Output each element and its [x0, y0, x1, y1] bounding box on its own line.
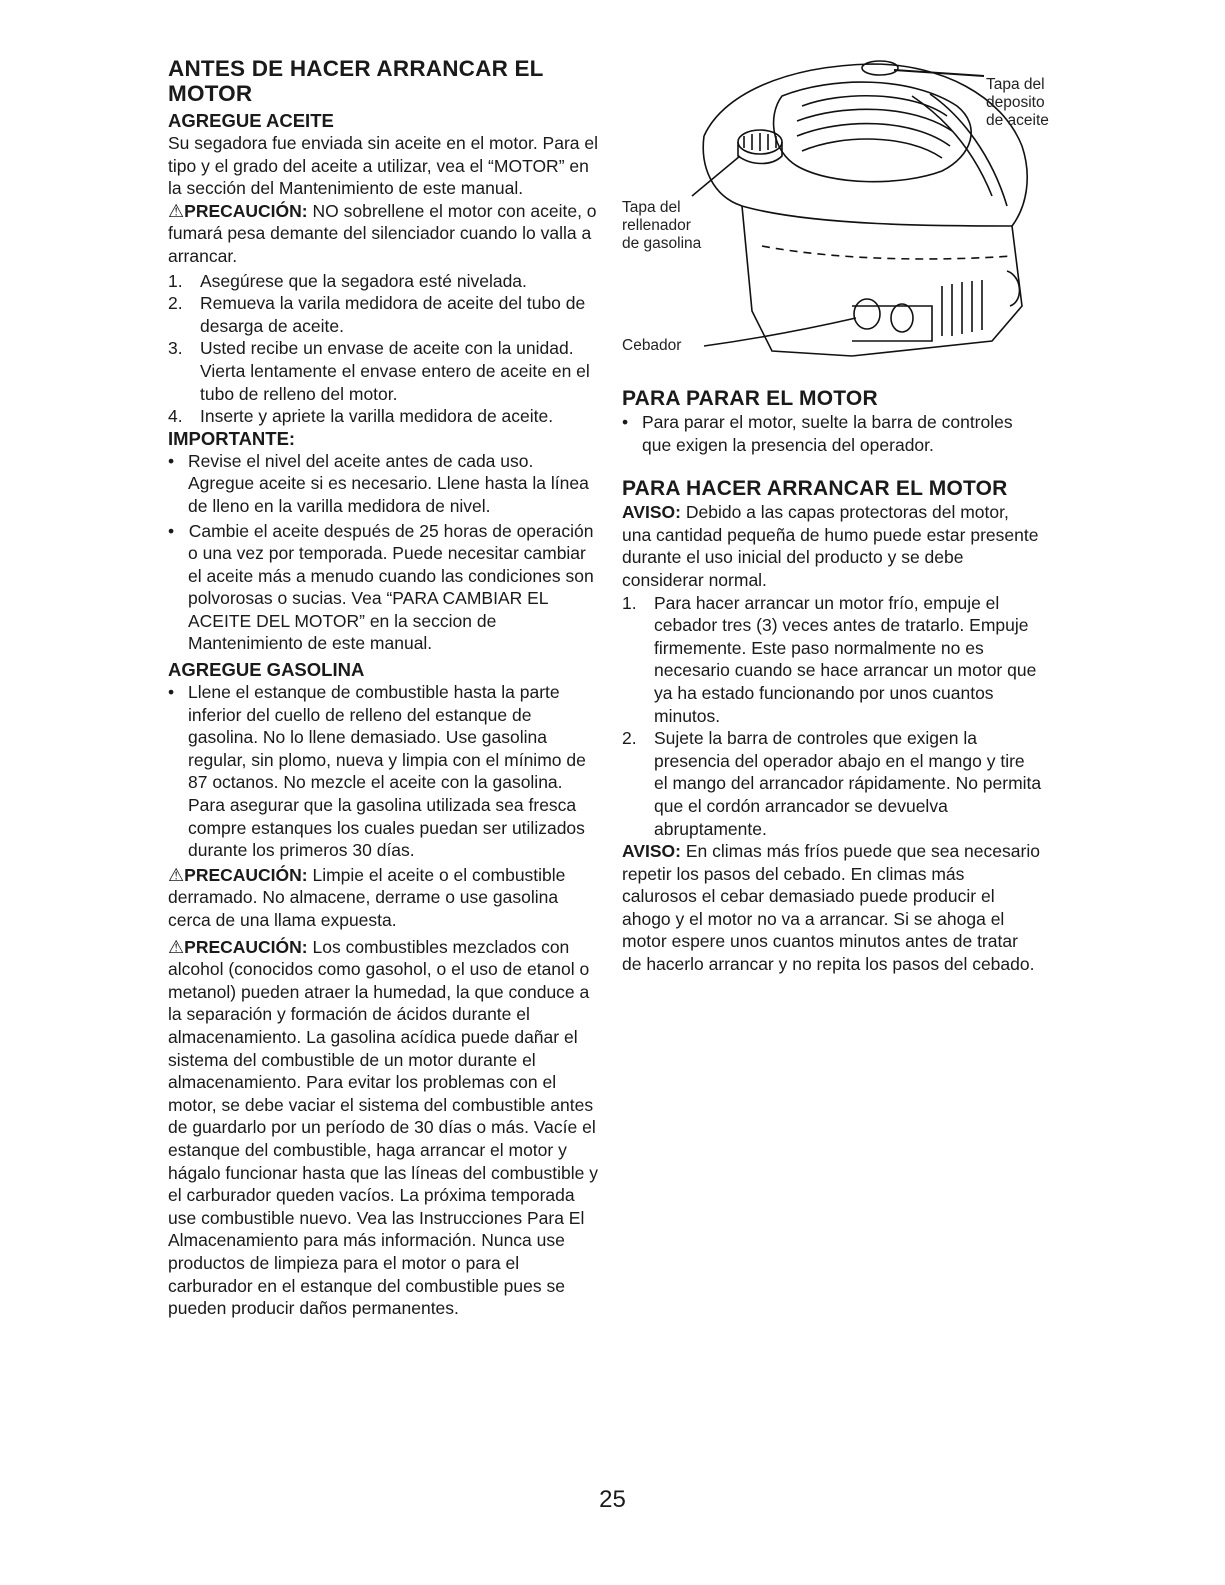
oil-intro: Su segadora fue enviada sin aceite en el motor. Para el tipo y el grado del aceite a utilizar, vea el “MOTOR” en la sección del Mantenimiento de este manual.	[168, 133, 598, 199]
left-column	[168, 56, 600, 1320]
bullet-icon: •	[168, 450, 175, 471]
page-number: 25	[599, 1486, 626, 1513]
start-steps	[622, 592, 1042, 841]
bullet-icon: •	[168, 682, 175, 703]
important-heading: IMPORTANTE:	[168, 427, 296, 449]
oil-heading: AGREGUE ACEITE	[168, 110, 334, 131]
warning-icon: ⚠	[168, 200, 185, 221]
notice-priming: AVISO: En climas más fríos puede que sea necesario repetir los pasos del cebado. En climas más calurosos el cebar demasiado puede producir el ahogo y el motor no va a arrancar. Si se ahoga el motor espere unos cuantos minutos antes de tratar de hacerlo arrancar y no repita los pasos del cebado.	[622, 841, 1040, 975]
list-item: • Para parar el motor, suelte la barra de controles que exigen la presencia del operador.	[622, 412, 1013, 455]
section-title: ANTES DE HACER ARRANCAR EL MOTOR	[168, 56, 544, 106]
warning-icon: ⚠	[168, 864, 185, 885]
right-column	[622, 386, 1042, 976]
stop-list	[622, 411, 1042, 456]
list-item: 4. Inserte y apriete la varilla medidora de aceite.	[168, 406, 554, 427]
list-item: • Llene el estanque de combustible hasta la parte inferior del cuello de relleno del estanque de gasolina. No lo llene demasiado. Use gasolina regular, sin plomo, nueva y limpia con el mínimo de 87 octanos. No mezcle el aceite con la gasolina. Para asegurar que la gasolina utilizada sea fresca compre estanques los cuales puedan ser utilizados durante los primeros 30 días.	[168, 682, 586, 861]
list-item: 3. Usted recibe un envase de aceite con la unidad. Vierta lentamente el envase entero de aceite en el tubo de relleno del motor.	[168, 338, 590, 404]
fuel-cap-label: Tapa del rellenador de gasolina	[622, 199, 702, 252]
gas-list	[168, 681, 600, 862]
primer-label: Cebador	[622, 337, 682, 354]
list-item: 1. Asegúrese que la segadora esté nivelada.	[168, 270, 527, 291]
gas-heading: AGREGUE GASOLINA	[168, 659, 365, 681]
list-item: 1. Para hacer arrancar un motor frío, empuje el cebador tres (3) veces antes de tratarlo. Empuje firmemente. Este paso normalmente no es necesario cuando se hace arrancar un motor que ya ha estado funcionando por unos cuantos minutos.	[622, 592, 1037, 726]
oil-steps	[168, 270, 600, 428]
notice-smoke: AVISO: Debido a las capas protectoras del motor, una cantidad pequeña de humo puede estar presente durante el uso inicial del producto y se debe considerar normal.	[622, 502, 1039, 590]
important-list	[168, 450, 600, 518]
stop-heading: PARA PARAR EL MOTOR	[622, 387, 878, 410]
start-heading: PARA HACER ARRANCAR EL MOTOR	[622, 477, 1008, 501]
caution-alcohol-fuel: ⚠PRECAUCIÓN: Los combustibles mezclados con alcohol (conocidos como gasohol, o el uso de etanol o metanol) pueden atraer la humedad, la que conduce a la separación y formación de ácidos durante el almacenamiento. La gasolina acídica puede dañar el sistema del combustible de un motor durante el almacenamiento. Para evitar los problemas con el motor, se debe vaciar el sistema del combustible antes de guardarlo por un período de 30 días o más. Vacíe el estanque del combustible, haga arrancar el motor y hágalo funcionar hasta que las líneas del combustible y el carburador queden vacíos. La próxima temporada use combustible nuevo. Vea las Instrucciones Para El Almacenamiento para más información. Nunca use productos de limpieza para el motor o para el carburador en el estanque del combustible pues se pueden producir daños permanentes.	[168, 936, 598, 1319]
engine-figure	[612, 56, 1052, 366]
caution-oil: ⚠PRECAUCIÓN: NO sobrellene el motor con aceite, o fumará pesa demante del silenciador cuando lo valla a arrancar.	[168, 200, 597, 266]
warning-icon: ⚠	[168, 936, 185, 957]
bullet-icon: •	[622, 412, 629, 432]
list-item: • Cambie el aceite después de 25 horas de operación o una vez por temporada. Puede necesitar cambiar el aceite más a menudo cuando las condiciones son polvorosas o sucias. Vea “PARA CAMBIAR EL ACEITE DEL MOTOR” en la seccion de Mantenimiento de este manual.	[168, 520, 594, 654]
bullet-icon: •	[168, 520, 189, 541]
list-item: • Revise el nivel del aceite antes de cada uso. Agregue aceite si es necesario. Llene hasta la línea de lleno en la varilla medidora de nivel.	[168, 450, 589, 516]
caution-fuel-spill: ⚠PRECAUCIÓN: Limpie el aceite o el combustible derramado. No almacene, derrame o use gasolina cerca de una llama expuesta.	[168, 864, 566, 930]
list-item: 2. Remueva la varila medidora de aceite del tubo de desarga de aceite.	[168, 293, 586, 336]
list-item: 2. Sujete la barra de controles que exigen la presencia del operador abajo en el mango y tire el mango del arrancador rápidamente. No permita que el cordón arrancador se devuelva abruptamente.	[622, 728, 1042, 839]
oil-cap-label: Tapa del deposito de aceite	[986, 76, 1049, 129]
